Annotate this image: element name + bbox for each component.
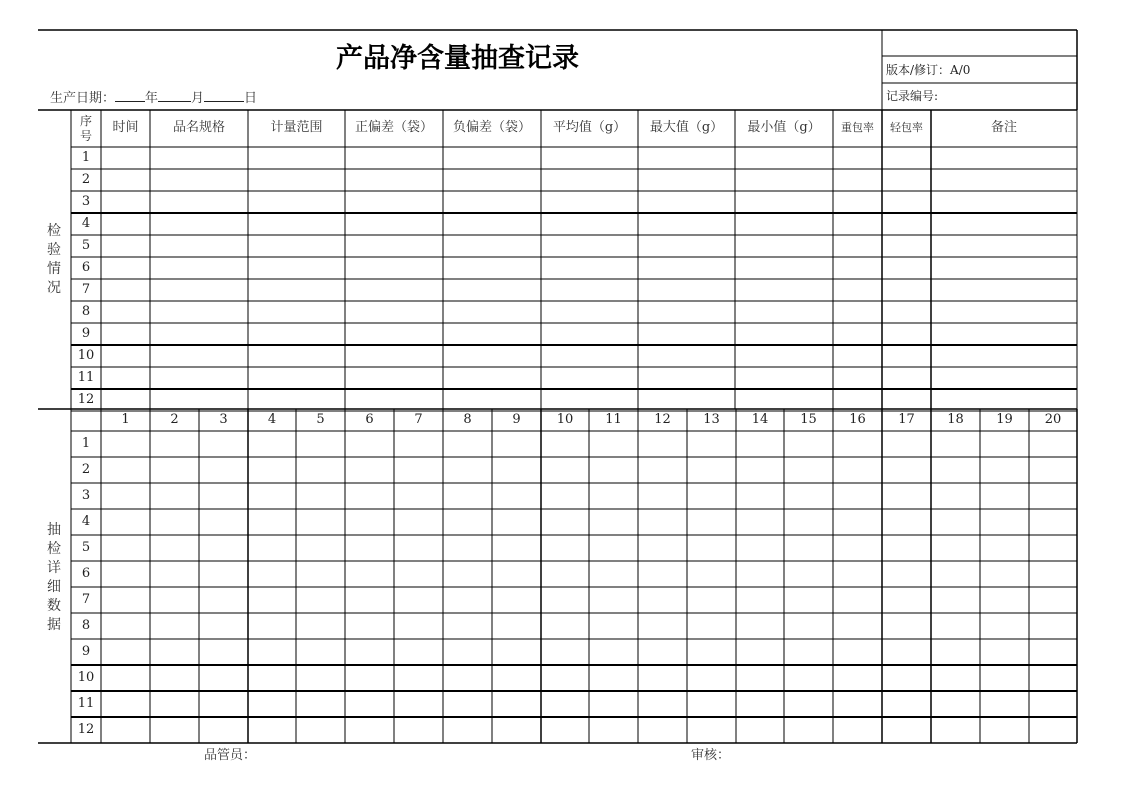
column-number: 5: [316, 411, 325, 427]
row-number: 9: [81, 643, 91, 659]
column-number: 12: [654, 411, 671, 427]
year-blank: [115, 89, 145, 102]
header-seq: 序号: [79, 114, 92, 143]
row-number: 1: [81, 435, 91, 451]
page-title: 产品净含量抽查记录: [336, 43, 579, 74]
row-number: 2: [81, 461, 91, 477]
production-date: [50, 89, 257, 105]
row-number: 7: [81, 281, 91, 297]
row-number: 2: [81, 171, 91, 187]
column-number: 1: [121, 411, 130, 427]
header-remarks: 备注: [990, 120, 1017, 136]
version-label: 版本/修订：A/0: [886, 63, 971, 77]
column-number: 16: [849, 411, 866, 427]
row-number: 10: [77, 347, 95, 363]
day-label: 日: [244, 91, 258, 106]
row-number: 9: [81, 325, 91, 341]
column-number: 10: [556, 411, 574, 427]
column-number: 8: [463, 411, 472, 427]
column-number: 19: [996, 411, 1013, 427]
month-label: 月: [191, 91, 205, 106]
row-number: 10: [77, 669, 95, 685]
column-number: 9: [512, 411, 521, 427]
header-negative-deviation: 负偏差（袋）: [452, 120, 531, 136]
header-heavy-rate: 重包率: [841, 121, 874, 135]
column-number: 20: [1044, 411, 1062, 427]
column-number: 4: [267, 411, 277, 427]
row-number: 8: [81, 617, 91, 633]
quality-manager-label: 品管员：: [204, 748, 257, 763]
row-number: 11: [77, 695, 95, 711]
header-time: 时间: [112, 120, 139, 136]
column-number: 15: [800, 411, 817, 427]
day-blank: [204, 89, 244, 102]
column-number: 7: [414, 411, 423, 427]
header-min: 最小值（g）: [747, 120, 821, 136]
column-number: 11: [605, 411, 622, 427]
column-number: 2: [170, 411, 179, 427]
header-max: 最大值（g）: [649, 120, 724, 136]
header-light-rate: 轻包率: [890, 121, 923, 135]
row-number: 12: [77, 721, 95, 737]
record-number-label: 记录编号:: [886, 89, 939, 103]
row-number: 12: [77, 391, 95, 407]
header-average: 平均值（g）: [552, 120, 627, 136]
detail-section-label: 抽 检 详 细 数 据: [47, 522, 61, 633]
row-number: 5: [81, 539, 91, 555]
inspection-section-label: 检 验 情 况: [47, 223, 61, 296]
column-number: 18: [947, 411, 964, 427]
row-number: 3: [81, 193, 91, 209]
header-measure-range: 计量范围: [270, 120, 323, 136]
row-number: 4: [81, 215, 91, 231]
row-number: 6: [81, 565, 91, 581]
row-number: 8: [81, 303, 91, 319]
row-number: 4: [81, 513, 91, 529]
row-number: 6: [81, 259, 91, 275]
year-label: 年: [145, 91, 159, 106]
row-number: 5: [81, 237, 91, 253]
column-number: 13: [703, 411, 720, 427]
header-product-spec: 品名规格: [172, 120, 225, 136]
row-number: 11: [77, 369, 95, 385]
column-number: 14: [751, 411, 769, 427]
review-label: 审核：: [691, 748, 731, 763]
column-number: 6: [365, 411, 374, 427]
month-blank: [158, 89, 191, 102]
production-date-label: 生产日期：: [50, 91, 116, 106]
row-number: 1: [81, 149, 91, 165]
header-positive-deviation: 正偏差（袋）: [354, 120, 433, 136]
row-number: 7: [81, 591, 91, 607]
column-number: 17: [898, 411, 915, 427]
row-number: 3: [81, 487, 91, 503]
column-number: 3: [219, 411, 228, 427]
